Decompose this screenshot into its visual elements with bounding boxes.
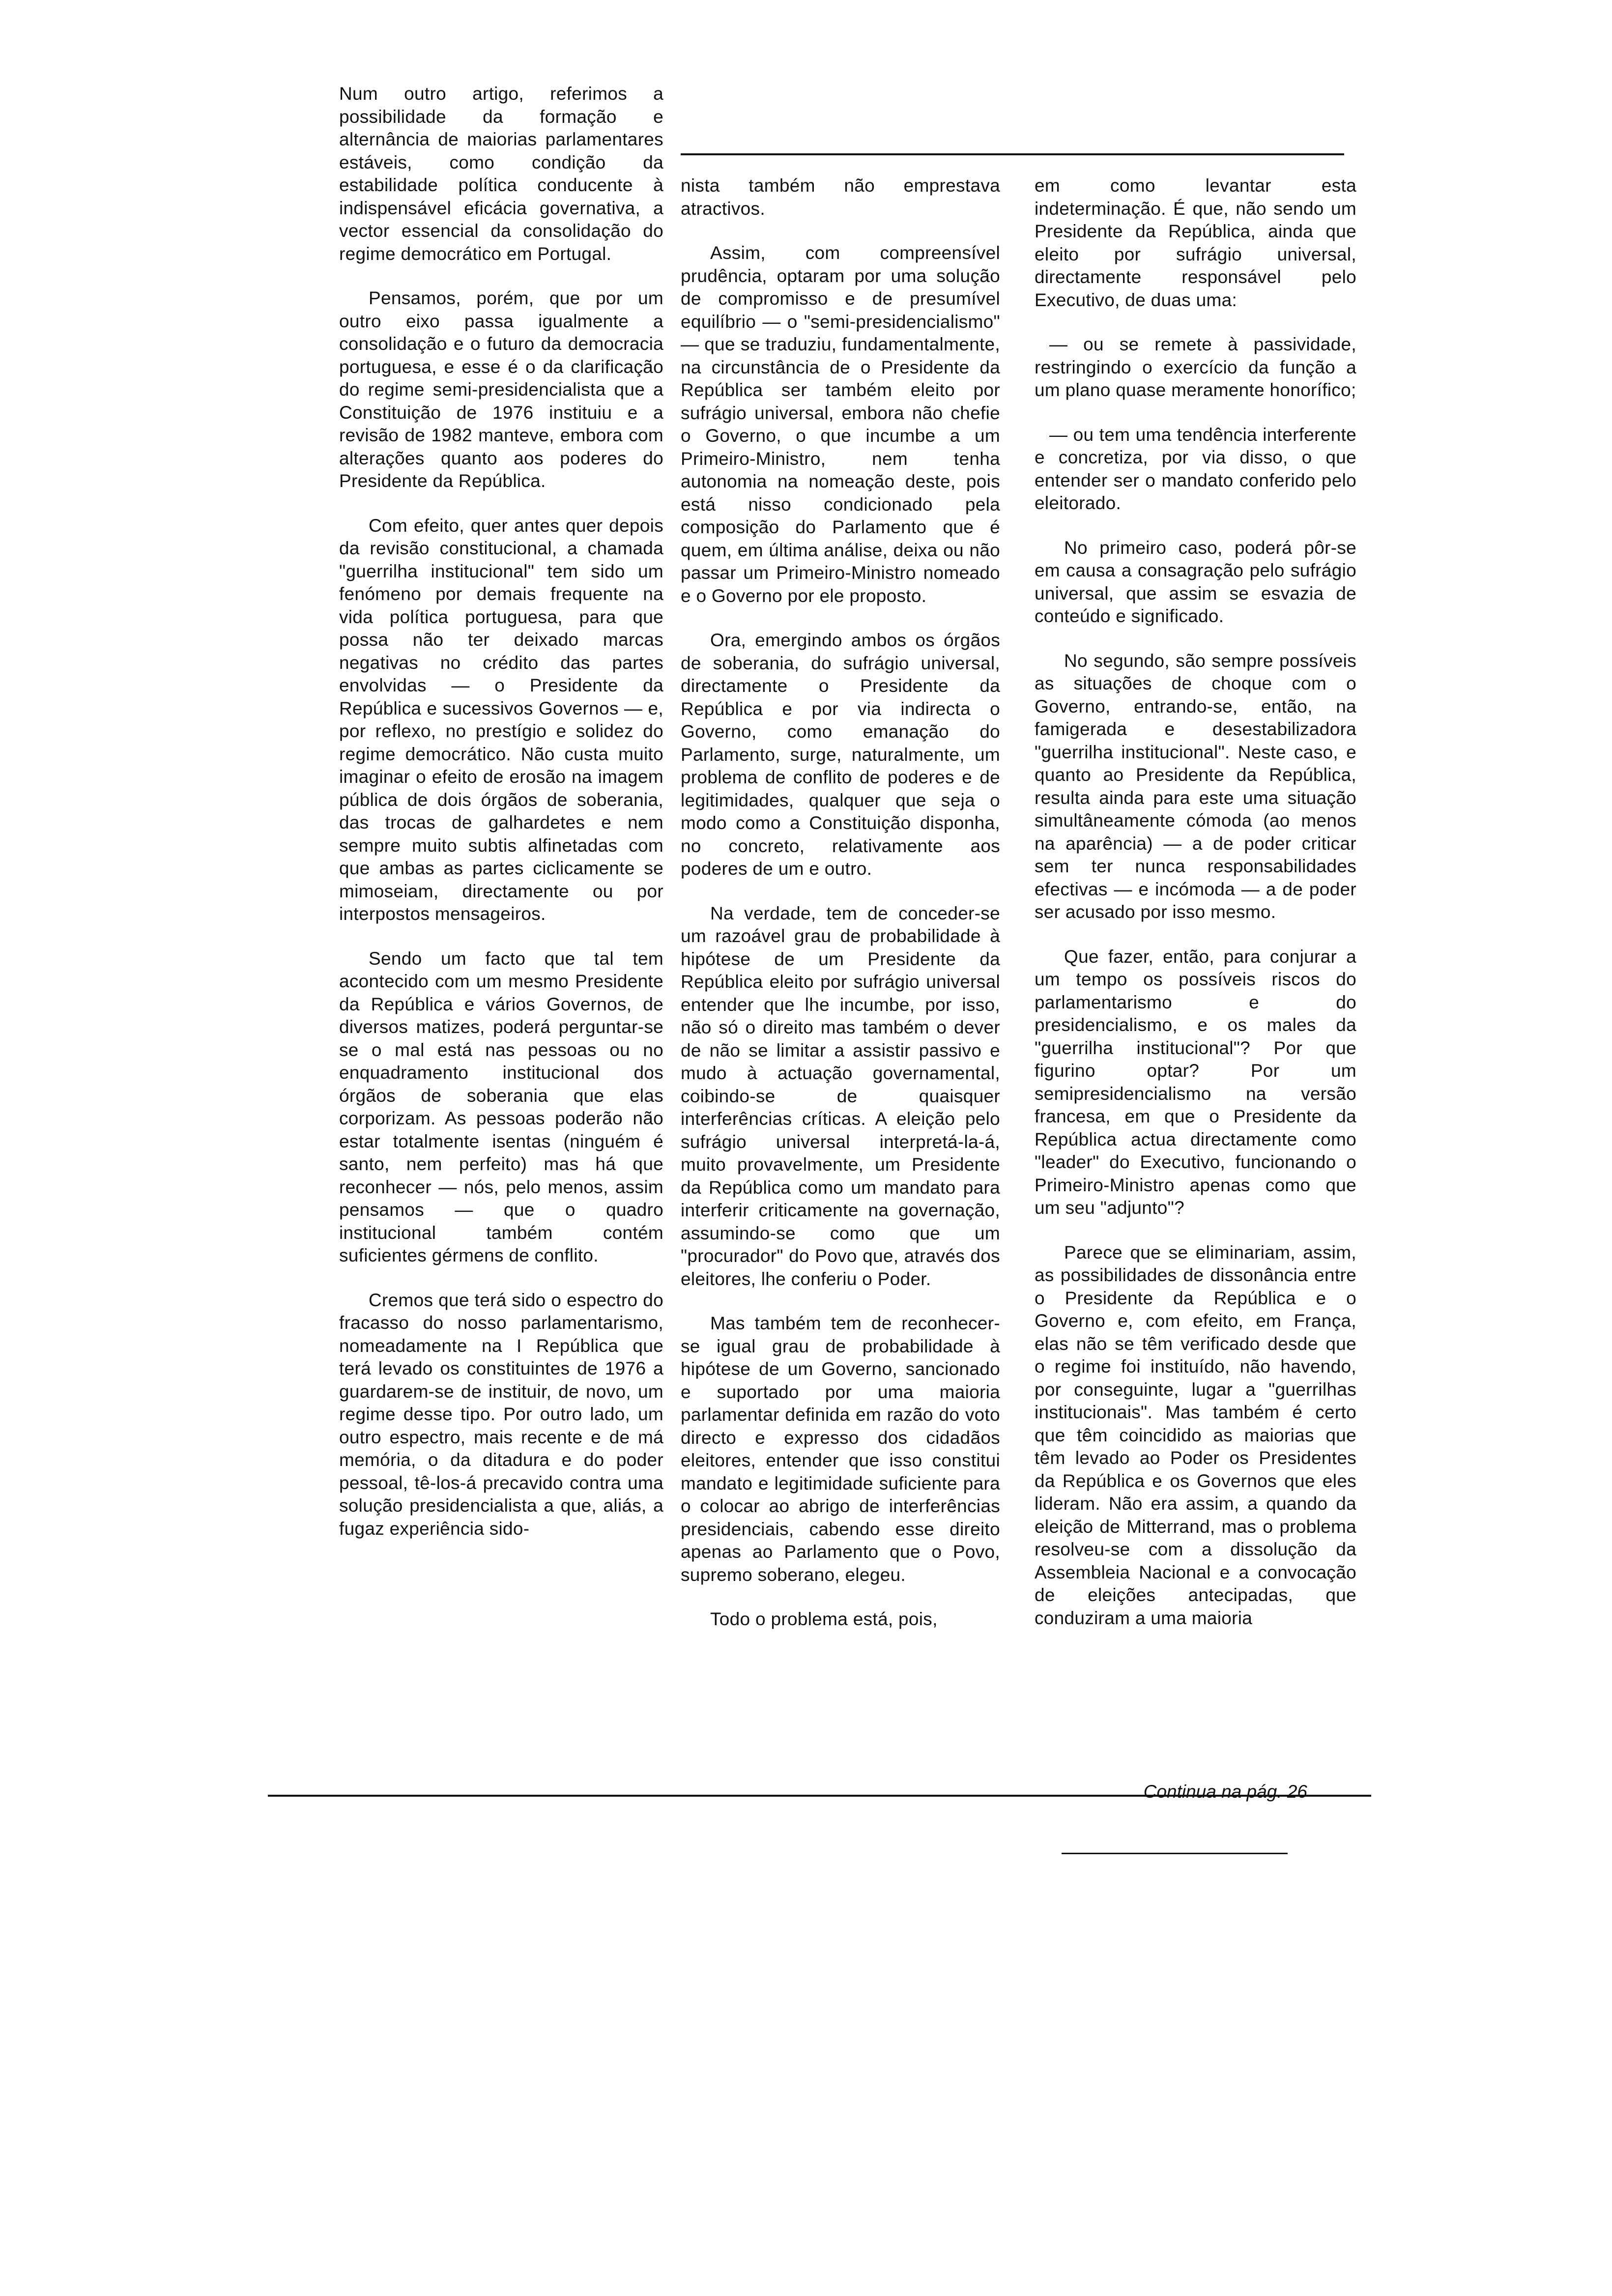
article-column-3 — [1035, 174, 1356, 1651]
article-column-1 — [339, 83, 663, 1562]
paragraph: nista também não emprestava atractivos. — [681, 175, 1000, 219]
article-column-2 — [681, 174, 1000, 1653]
top-column-rule — [681, 153, 1344, 155]
paragraph: Com efeito, quer antes quer depois da revisão constitucional, a chamada "guerrilha institucional" tem sido um fenómeno por demais frequente na vida política portuguesa, para que possa não ter deixado marcas negativas no crédito das partes envolvidas — o Presidente da República e sucessivos Governos — e, por reflexo, no prestígio e solidez do regime democrático. Não custa muito imaginar o efeito de erosão na imagem pública de dois órgãos de soberania, das trocas de galhardetes e nem sempre muito subtis alfinetadas com que ambas as partes ciclicamente se mimoseiam, directamente ou por interpostos mensageiros. — [339, 515, 663, 924]
paragraph: No segundo, são sempre possíveis as situações de choque com o Governo, entrando-se, então, na famigerada e desestabilizadora "guerrilha institucional". Neste caso, e quanto ao Presidente da República, resulta ainda para este uma situação simultâneamente cómoda (ao menos na aparência) — a de poder criticar sem ter nunca responsabilidades efectivas — e incómoda — a de poder ser acusado por isso mesmo. — [1035, 650, 1356, 922]
paragraph: No primeiro caso, poderá pôr-se em causa a consagração pelo sufrágio universal, que assim se esvazia de conteúdo e significado. — [1035, 537, 1356, 626]
paragraph: Num outro artigo, referimos a possibilidade da formação e alternância de maiorias parlamentares estáveis, como condição da estabilidade política conducente à indispensável eficácia governativa, a vector essencial da consolidação do regime democrático em Portugal. — [339, 84, 663, 264]
paragraph: Mas também tem de reconhecer-se igual grau de probabilidade à hipótese de um Governo, sancionado e suportado por uma maioria parlamentar definida em razão do voto directo e expresso dos cidadãos eleitores, entender que isso constitui mandato e legitimidade suficiente para o colocar ao abrigo de interferências presidenciais, cabendo esse direito apenas ao Parlamento que o Povo, supremo soberano, elegeu. — [681, 1313, 1000, 1585]
paragraph: Ora, emergindo ambos os órgãos de soberania, do sufrágio universal, directamente o Presidente da República e por via indirecta o Governo, como emanação do Parlamento, surge, naturalmente, um problema de conflito de poderes e de legitimidades, qualquer que seja o modo como a Constituição disponha, no concreto, relativamente aos poderes de um e outro. — [681, 630, 1000, 879]
paragraph: Na verdade, tem de conceder-se um razoável grau de probabilidade à hipótese de um Presidente da República eleito por sufrágio universal entender que lhe incumbe, por isso, não só o direito mas também o dever de não se limitar a assistir passivo e mudo à actuação governamental, coibindo-se de quaisquer interferências críticas. A eleição pelo sufrágio universal interpretá-la-á, muito provavelmente, um Presidente da República como um mandato para interferir criticamente na governação, assumindo-se como que um "procurador" do Povo que, através dos eleitores, lhe conferiu o Poder. — [681, 903, 1000, 1289]
footer-short-rule — [1062, 1853, 1288, 1854]
paragraph: Sendo um facto que tal tem acontecido com um mesmo Presidente da República e vários Governos, de diversos matizes, poderá perguntar-se se o mal está nas pessoas ou no enquadramento institucional dos órgãos de soberania que elas corporizam. As pessoas poderão não estar totalmente isentas (ninguém é santo, nem perfeito) mas há que reconhecer — nós, pelo menos, assim pensamos — que o quadro institucional também contém suficientes gérmens de conflito. — [339, 948, 663, 1265]
continuation-note: Continua na pág. 26 — [1143, 1781, 1307, 1802]
paragraph: Todo o problema está, pois, — [710, 1609, 938, 1629]
paragraph: Pensamos, porém, que por um outro eixo passa igualmente a consolidação e o futuro da democracia portuguesa, e esse é o da clarificação do regime semi-presidencialista que a Constituição de 1976 instituiu e a revisão de 1982 manteve, embora com alterações quanto aos poderes do Presidente da República. — [339, 288, 663, 491]
paragraph: — ou se remete à passividade, restringindo o exercício da função a um plano quase meramente honorífico; — [1035, 334, 1356, 400]
paragraph: Assim, com compreensível prudência, optaram por uma solução de compromisso e de presumível equilíbrio — o "semi-presidencialismo" — que se traduziu, fundamentalmente, na circunstância de o Presidente da República ser também eleito por sufrágio universal, embora não chefie o Governo, o que incumbe a um Primeiro-Ministro, nem tenha autonomia na nomeação deste, pois está nisso condicionado pela composição do Parlamento que é quem, em última análise, deixa ou não passar um Primeiro-Ministro nomeado e o Governo por ele proposto. — [681, 243, 1000, 606]
paragraph: em como levantar esta indeterminação. É que, não sendo um Presidente da República, ainda que eleito por sufrágio universal, directamente responsável pelo Executivo, de duas uma: — [1035, 175, 1356, 310]
paragraph: — ou tem uma tendência interferente e concretiza, por via disso, o que entender ser o mandato conferido pelo eleitorado. — [1035, 424, 1356, 513]
paragraph: Cremos que terá sido o espectro do fracasso do nosso parlamentarismo, nomeadamente na I República que terá levado os constituintes de 1976 a guardarem-se de instituir, de novo, um regime desse tipo. Por outro lado, um outro espectro, mais recente e de má memória, o da ditadura e do poder pessoal, tê-los-á precavido contra uma solução presidencialista a que, aliás, a fugaz experiência sido- — [339, 1290, 663, 1539]
paragraph: Parece que se eliminariam, assim, as possibilidades de dissonância entre o Presidente da República e o Governo e, com efeito, em França, elas não se têm verificado desde que o regime foi instituído, não havendo, por conseguinte, lugar a "guerrilhas institucionais". Mas também é certo que têm coincidido as maiorias que têm levado ao Poder os Presidentes da República e os Governos que eles lideram. Não era assim, a quando da eleição de Mitterrand, mas o problema resolveu-se com a dissolução da Assembleia Nacional e a convocação de eleições antecipadas, que conduziram a uma maioria — [1035, 1242, 1356, 1628]
paragraph: Que fazer, então, para conjurar a um tempo os possíveis riscos do parlamentarismo e do presidencialismo, e os males da "guerrilha institucional"? Por que figurino optar? Por um semipresidencialismo na versão francesa, em que o Presidente da República actua directamente como "leader" do Executivo, funcionando o Primeiro-Ministro apenas como que um seu "adjunto"? — [1035, 946, 1356, 1218]
